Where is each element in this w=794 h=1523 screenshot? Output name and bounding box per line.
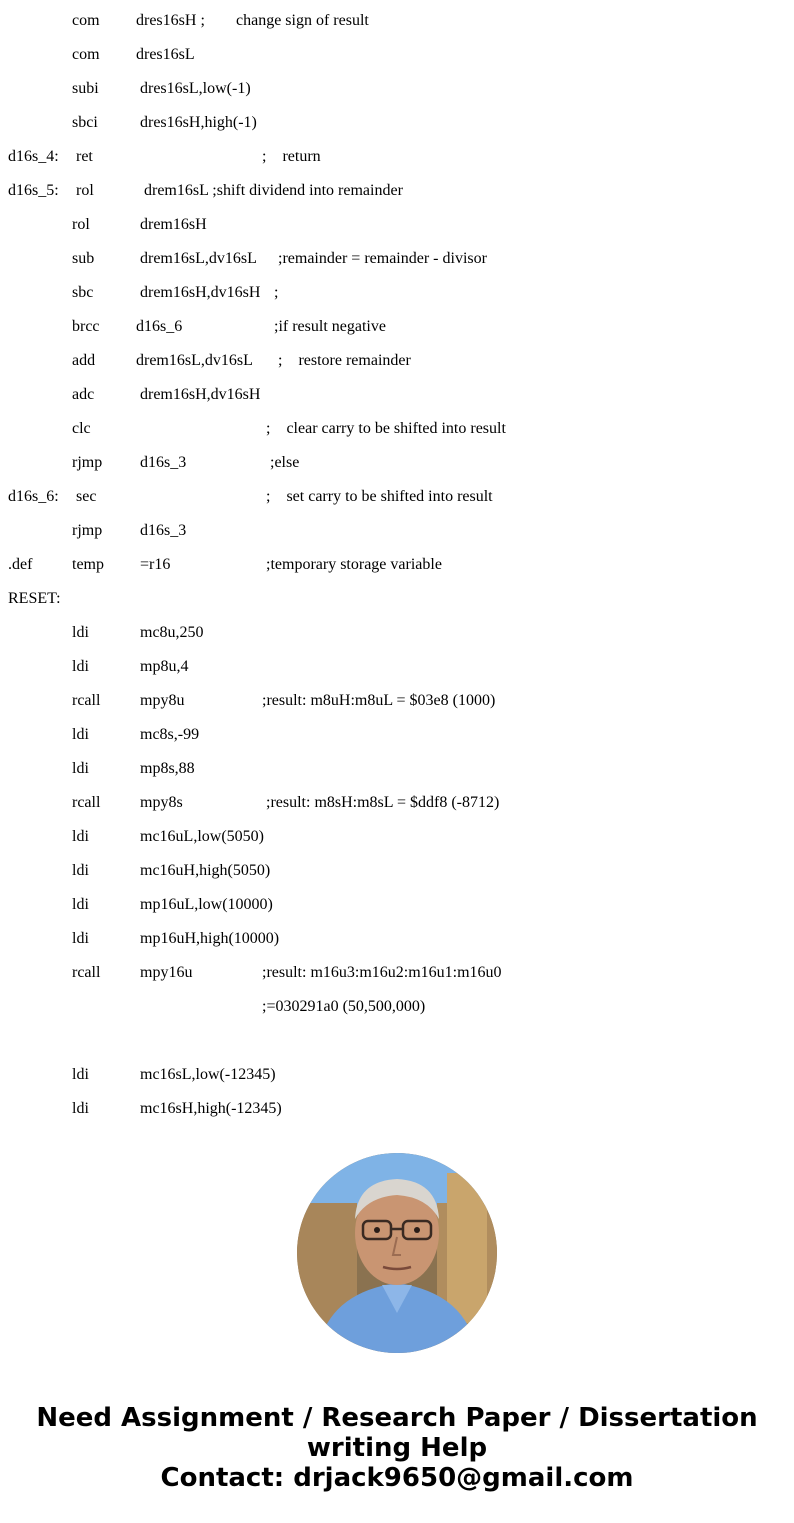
- code-operands: drem16sH,dv16sH: [136, 284, 261, 301]
- code-operands: dres16sH,high(-1): [136, 114, 257, 131]
- contact-email-line: Contact: drjack9650@gmail.com: [160, 1463, 634, 1493]
- code-label: d16s_6:: [8, 488, 59, 505]
- code-operands: mpy8s: [136, 794, 183, 811]
- code-operands: drem16sL,dv16sL: [136, 352, 253, 369]
- code-line: [0, 112, 794, 134]
- code-comment: ;result: m16u3:m16u2:m16u1:m16u0: [262, 964, 502, 981]
- code-opcode: rjmp: [72, 454, 103, 471]
- code-comment: ; restore remainder: [262, 352, 411, 369]
- code-line: [0, 10, 794, 32]
- banner-line-2: writing Help: [306, 1433, 488, 1463]
- code-line: [0, 418, 794, 440]
- code-opcode: ldi: [72, 828, 89, 845]
- code-opcode: brcc: [72, 318, 100, 335]
- code-line: [0, 588, 794, 610]
- code-opcode: ldi: [72, 726, 89, 743]
- code-line: [0, 1030, 794, 1052]
- author-photo: [297, 1153, 497, 1353]
- code-opcode: ldi: [72, 930, 89, 947]
- code-operands: drem16sH: [136, 216, 207, 233]
- code-line: [0, 350, 794, 372]
- code-opcode: sbci: [72, 114, 98, 131]
- code-operands: mpy8u: [136, 692, 185, 709]
- code-operands: mp16uL,low(10000): [136, 896, 273, 913]
- code-line: [0, 826, 794, 848]
- code-opcode: sec: [72, 488, 97, 505]
- code-opcode: com: [72, 46, 100, 63]
- code-line: [0, 758, 794, 780]
- code-comment: ;=030291a0 (50,500,000): [262, 998, 426, 1015]
- contact-banner: [0, 1403, 794, 1493]
- code-line: [0, 1098, 794, 1120]
- code-opcode: com: [72, 12, 100, 29]
- code-operands: drem16sL,dv16sL: [136, 250, 257, 267]
- code-comment: ; return: [262, 148, 321, 165]
- code-line: [0, 860, 794, 882]
- code-comment: ;remainder = remainder - divisor: [262, 250, 487, 267]
- code-line: [0, 248, 794, 270]
- code-comment: ; set carry to be shifted into result: [262, 488, 493, 505]
- code-line: [0, 282, 794, 304]
- code-line: [0, 724, 794, 746]
- code-opcode: ldi: [72, 624, 89, 641]
- code-opcode: ldi: [72, 1100, 89, 1117]
- code-line: [0, 962, 794, 984]
- code-operands: mp8u,4: [136, 658, 189, 675]
- code-operands: =r16: [136, 556, 171, 573]
- code-line: [0, 1064, 794, 1086]
- code-opcode: ldi: [72, 1066, 89, 1083]
- code-comment: ;if result negative: [262, 318, 386, 335]
- code-label: RESET:: [8, 590, 61, 607]
- code-opcode: ldi: [72, 658, 89, 675]
- code-line: [0, 146, 794, 168]
- code-line: [0, 690, 794, 712]
- code-comment: ;: [262, 284, 279, 301]
- code-operands: mc16sL,low(-12345): [136, 1066, 276, 1083]
- code-label: d16s_5:: [8, 182, 59, 199]
- code-operands: drem16sH,dv16sH: [136, 386, 261, 403]
- code-opcode: rol: [72, 182, 94, 199]
- code-opcode: ldi: [72, 862, 89, 879]
- code-operands: mp16uH,high(10000): [136, 930, 280, 947]
- code-opcode: subi: [72, 80, 99, 97]
- code-operands: mc16uH,high(5050): [136, 862, 271, 879]
- code-opcode: sbc: [72, 284, 94, 301]
- code-operands: dres16sH ;: [136, 12, 205, 29]
- code-operands: mc8u,250: [136, 624, 204, 641]
- code-line: [0, 316, 794, 338]
- code-comment: change sign of result: [236, 12, 369, 29]
- code-operands: dres16sL: [136, 46, 195, 63]
- code-opcode: ldi: [72, 896, 89, 913]
- code-opcode: rcall: [72, 964, 101, 981]
- code-opcode: ret: [72, 148, 93, 165]
- code-operands: mc8s,-99: [136, 726, 200, 743]
- code-line: [0, 996, 794, 1018]
- code-operands: mpy16u: [136, 964, 193, 981]
- code-label: .def: [8, 556, 33, 573]
- code-line: [0, 520, 794, 542]
- code-operands: dres16sL,low(-1): [136, 80, 251, 97]
- code-line: [0, 180, 794, 202]
- code-line: [0, 44, 794, 66]
- code-comment: ; clear carry to be shifted into result: [262, 420, 506, 437]
- code-line: [0, 214, 794, 236]
- code-line: [0, 894, 794, 916]
- code-line: [0, 622, 794, 644]
- code-operands: d16s_3: [136, 454, 187, 471]
- code-line: [0, 656, 794, 678]
- code-line: [0, 384, 794, 406]
- code-operands: d16s_3: [136, 522, 187, 539]
- code-opcode: rcall: [72, 794, 101, 811]
- code-opcode: rjmp: [72, 522, 103, 539]
- code-opcode: temp: [72, 556, 104, 573]
- code-opcode: clc: [72, 420, 91, 437]
- code-comment: ;temporary storage variable: [262, 556, 442, 573]
- code-line: [0, 78, 794, 100]
- code-operands: d16s_6: [136, 318, 183, 335]
- code-comment: ;else: [262, 454, 300, 471]
- code-operands: mc16sH,high(-12345): [136, 1100, 282, 1117]
- code-operands: mc16uL,low(5050): [136, 828, 264, 845]
- code-line: [0, 486, 794, 508]
- code-comment: ;result: m8sH:m8sL = $ddf8 (-8712): [262, 794, 500, 811]
- code-opcode: rol: [72, 216, 90, 233]
- code-opcode: adc: [72, 386, 95, 403]
- code-opcode: ldi: [72, 760, 89, 777]
- code-line: [0, 792, 794, 814]
- code-opcode: sub: [72, 250, 95, 267]
- code-opcode: add: [72, 352, 96, 369]
- code-line: [0, 928, 794, 950]
- code-line: [0, 554, 794, 576]
- code-opcode: rcall: [72, 692, 101, 709]
- code-line: [0, 452, 794, 474]
- author-portrait-image: [297, 1153, 497, 1353]
- code-operands: drem16sL ;shift dividend into remainder: [136, 182, 403, 199]
- code-comment: ;result: m8uH:m8uL = $03e8 (1000): [262, 692, 496, 709]
- code-label: d16s_4:: [8, 148, 59, 165]
- banner-line-1: Need Assignment / Research Paper / Dissertation: [36, 1403, 758, 1433]
- code-operands: mp8s,88: [136, 760, 195, 777]
